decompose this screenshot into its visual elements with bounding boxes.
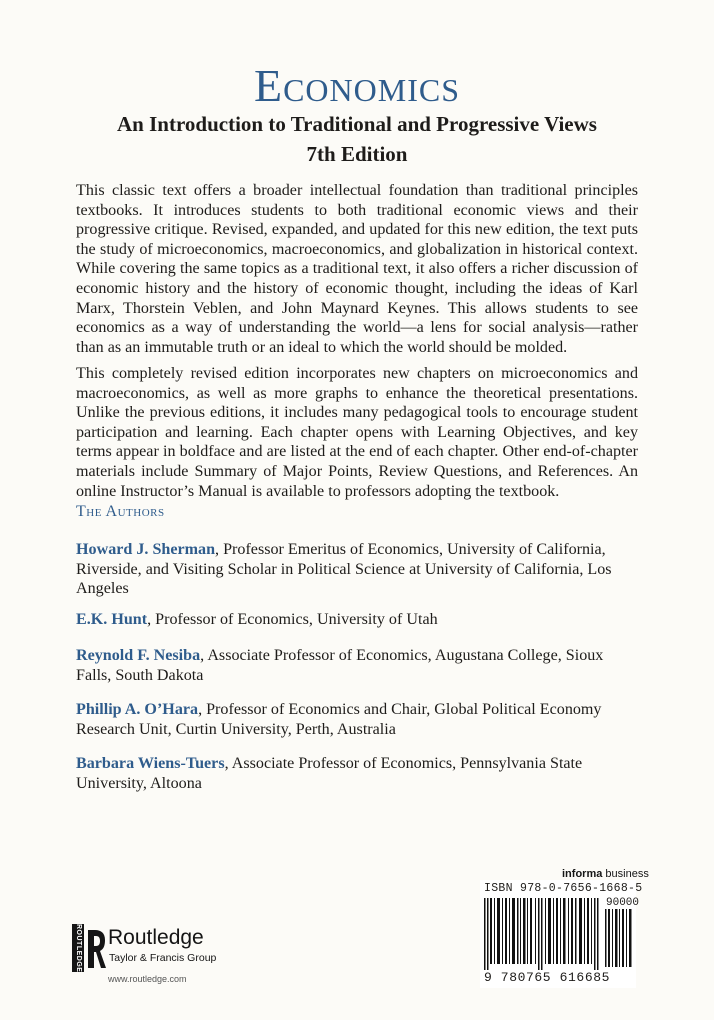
author-entry [76, 754, 638, 793]
isbn-text: ISBN 978-0-7656-1668-5 [484, 882, 643, 895]
author-description: , Professor of Economics, University of Utah [147, 611, 438, 628]
publisher-vertical-wordmark: ROUTLEDGE [72, 924, 84, 972]
author-name: Reynold F. Nesiba [76, 647, 201, 664]
author-entry [76, 540, 638, 599]
author-name: Phillip A. O’Hara [76, 701, 199, 718]
informa-word: informa [562, 868, 603, 880]
author-description: , Associate Professor of Economics, Pennsylvania State University, Altoona [76, 755, 583, 792]
publisher-name: Routledge [108, 926, 204, 949]
description-paragraph-2: This completely revised edition incorporates new chapters on microeconomics and macroeconomics, as well as more graphs to enhance the theoretical presentations. Unlike the previous editions, it includes many pedagogical tools to encourage student participation and learning. Each chapter opens with Learning Objectives, and key terms appear in boldface and are listed at the end of each chapter. Other end-of-chapter materials include Summary of Major Points, Review Questions, and References. An online Instructor’s Manual is available to professors adopting the textbook. [76, 365, 638, 500]
author-description: , Professor Emeritus of Economics, University of California, Riverside, and Visiting Scholar in Political Science at University of California, Los Angeles [76, 541, 612, 598]
book-title: Economics [253, 60, 461, 111]
informa-business-mark [562, 868, 649, 880]
barcode-addon-digits: 90000 [606, 897, 640, 909]
publisher-group: Taylor & Francis Group [109, 952, 217, 964]
author-name: Barbara Wiens-Tuers [76, 755, 225, 772]
author-name: E.K. Hunt [76, 611, 148, 628]
routledge-r-icon [86, 924, 106, 972]
isbn-barcode [484, 898, 600, 970]
authors-heading: The Authors [76, 503, 165, 520]
author-description: , Professor of Economics and Chair, Global Political Economy Research Unit, Curtin University, Perth, Australia [76, 701, 602, 738]
author-entry [76, 646, 638, 685]
book-edition: 7th Edition [306, 142, 408, 166]
author-name: Howard J. Sherman [76, 541, 216, 558]
book-subtitle: An Introduction to Traditional and Progressive Views [117, 112, 597, 136]
barcode-digits: 9 780765 616685 [484, 970, 611, 985]
author-description: , Associate Professor of Economics, Augustana College, Sioux Falls, South Dakota [76, 647, 604, 684]
description-paragraph-1: This classic text offers a broader intellectual foundation than traditional principles textbooks. It introduces students to both traditional economic views and their progressive critique. Revised, expanded, and updated for this new edition, the text puts the study of microeconomics, macroeconomics, and globalization in historical context. While covering the same topics as a traditional text, it also offers a richer discussion of economic history and the history of economic thought, including the ideas of Karl Marx, Thorstein Veblen, and John Maynard Keynes. This allows students to see economics as a way of understanding the world—a lens for social analysis—rather than as an immutable truth or an ideal to which the world should be molded. [76, 182, 638, 356]
barcode-addon [605, 909, 633, 967]
author-entry [76, 610, 638, 630]
business-word: business [602, 868, 649, 880]
author-entry [76, 700, 638, 739]
publisher-url[interactable]: www.routledge.com [108, 974, 187, 984]
